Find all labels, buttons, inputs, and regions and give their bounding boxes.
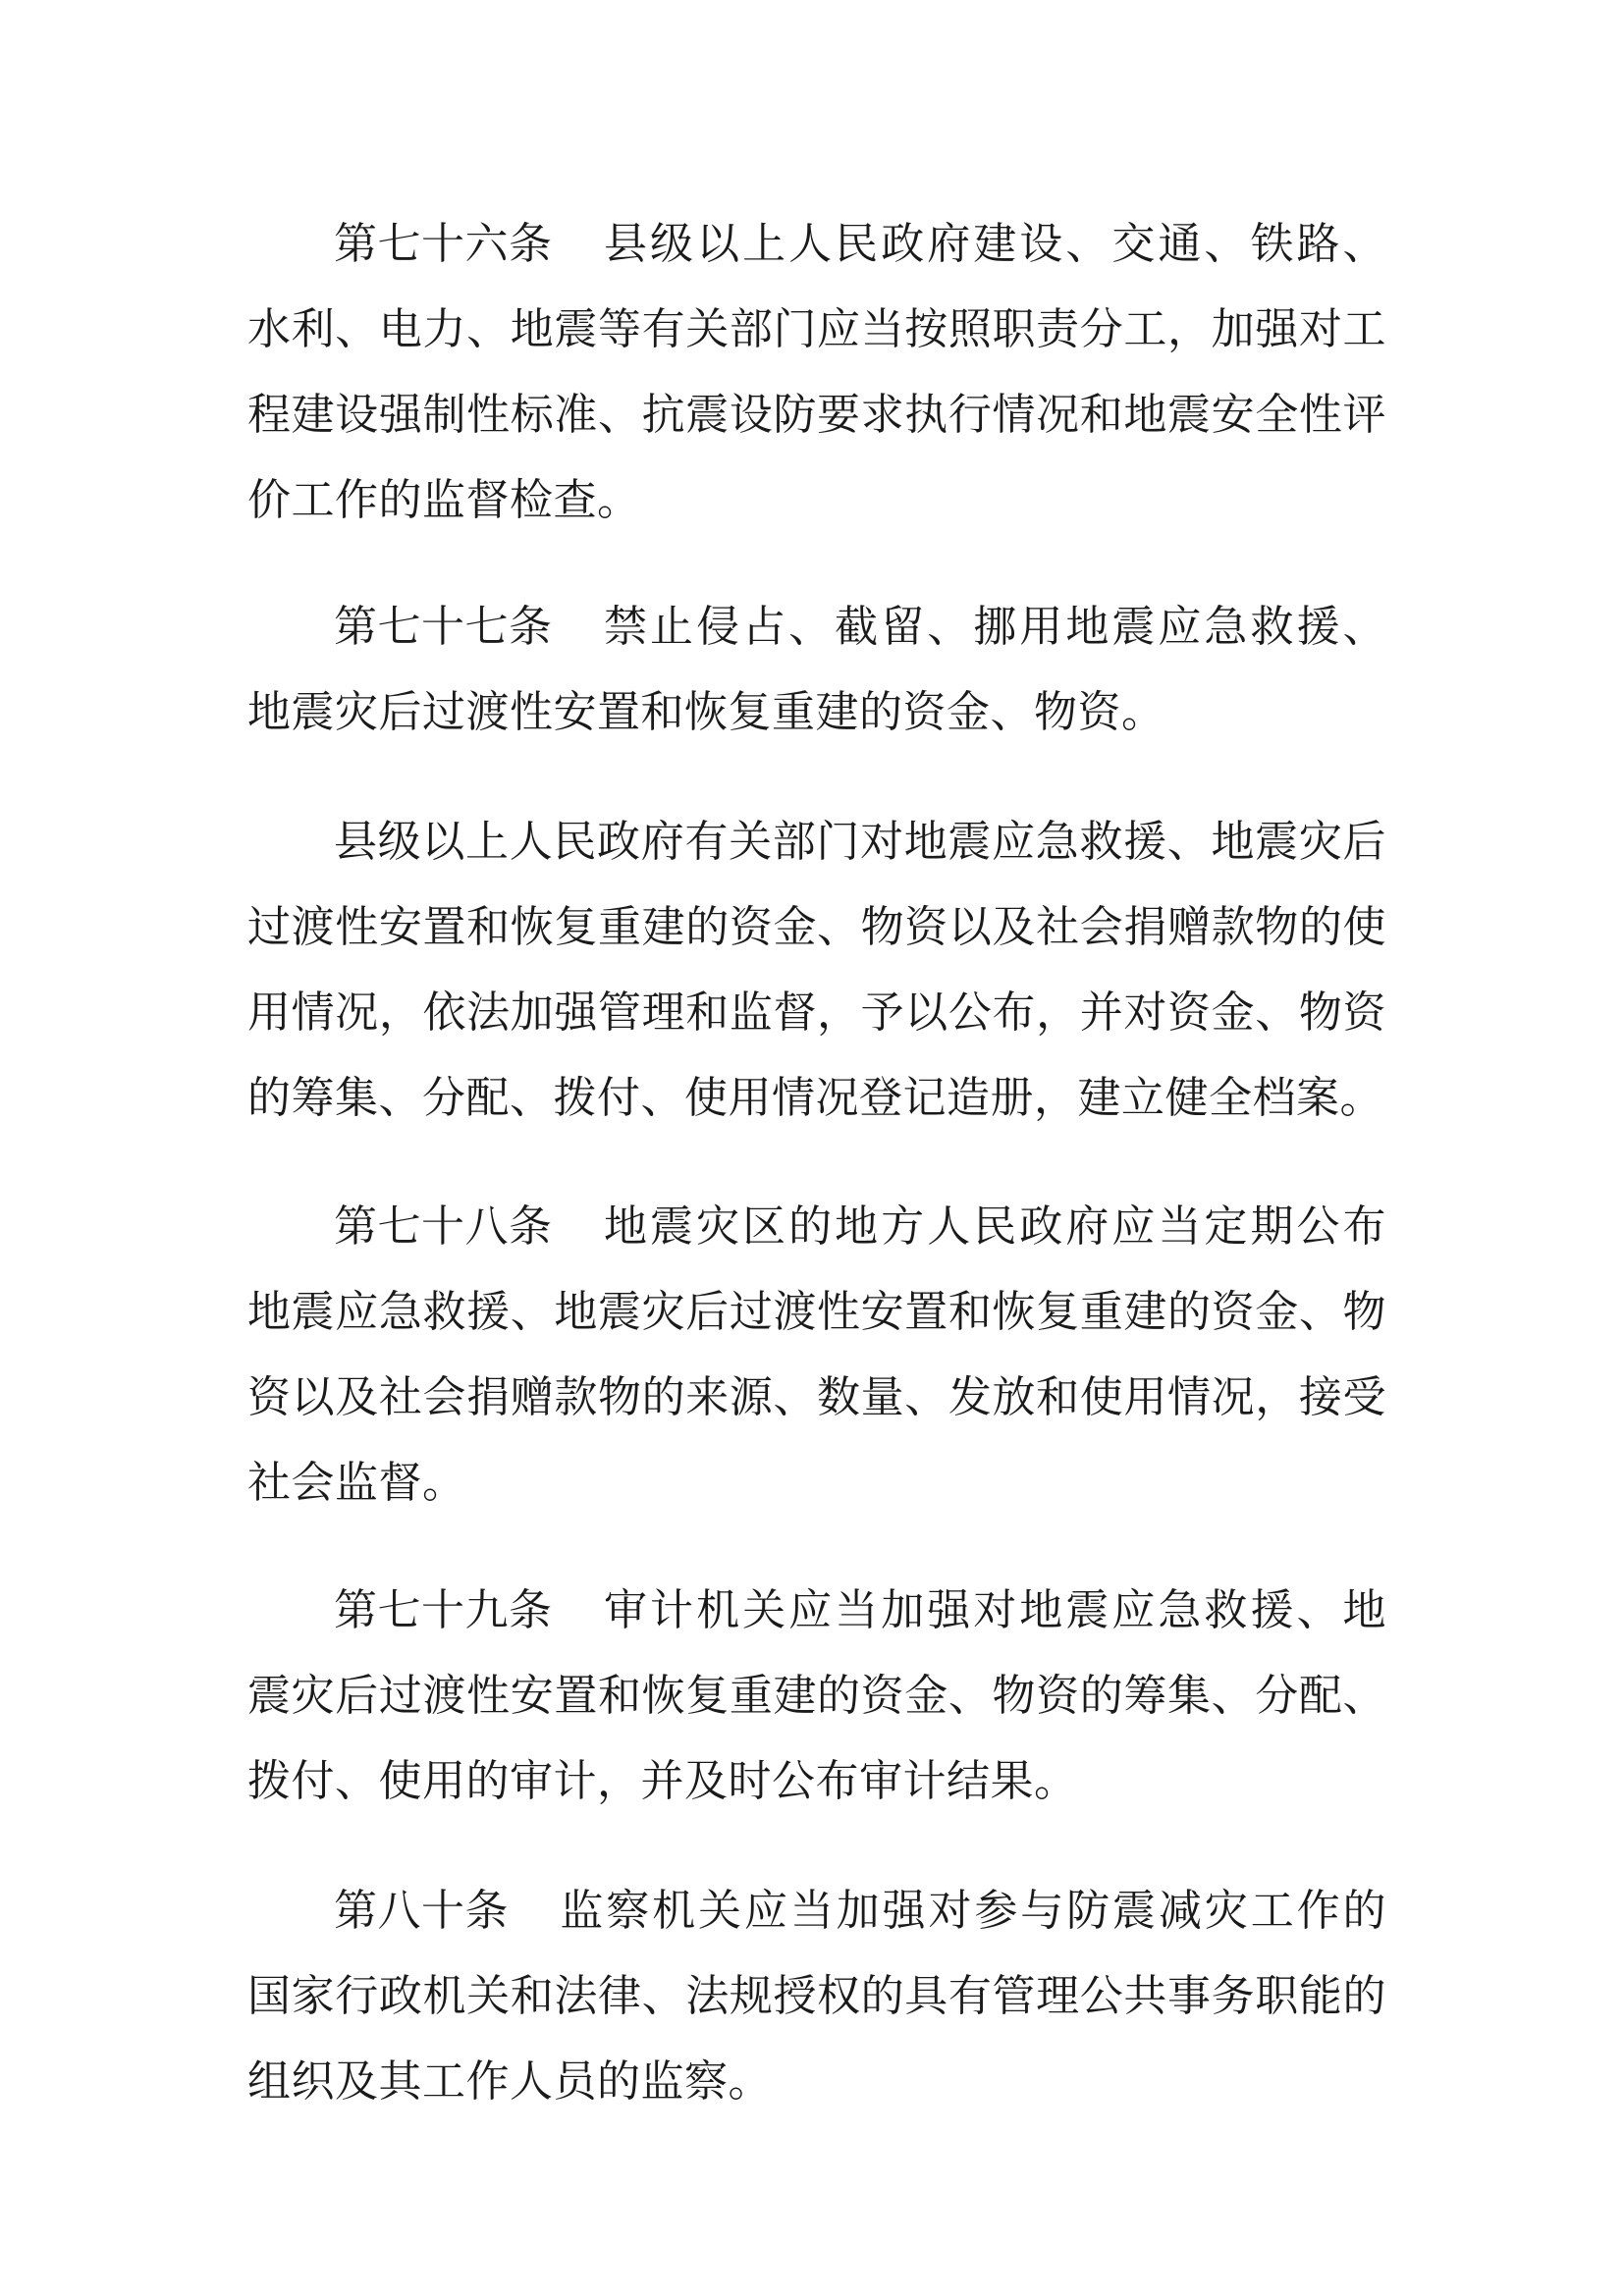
article-78-paragraph — [247, 1184, 1386, 1525]
article-77-second-paragraph — [247, 799, 1386, 1141]
article-77-text: 禁止侵占、截留、挪用地震应急救援、地震灾后过渡性安置和恢复重建的资金、物资。 — [247, 602, 1386, 737]
article-77-second-text: 县级以上人民政府有关部门对地震应急救援、地震灾后过渡性安置和恢复重建的资金、物资以及社会捐赠款物的使用情况，依法加强管理和监督，予以公布，并对资金、物资的筹集、分配、拨付、使用情况登记造册，建立健全档案。 — [247, 817, 1386, 1123]
article-78-number: 第七十八条 — [334, 1201, 553, 1252]
article-80-text: 监察机关应当加强对参与防震减灾工作的国家行政机关和法律、法规授权的具有管理公共事务职能的组织及其工作人员的监察。 — [247, 1886, 1386, 2107]
article-78-text: 地震灾区的地方人民政府应当定期公布地震应急救援、地震灾后过渡性安置和恢复重建的资金、物资以及社会捐赠款物的来源、数量、发放和使用情况，接受社会监督。 — [247, 1201, 1386, 1508]
article-76-paragraph — [247, 201, 1386, 543]
article-79-text: 审计机关应当加强对地震应急救援、地震灾后过渡性安置和恢复重建的资金、物资的筹集、分配、拨付、使用的审计，并及时公布审计结果。 — [247, 1585, 1386, 1806]
article-79-paragraph — [247, 1568, 1386, 1824]
article-77-number: 第七十七条 — [334, 602, 553, 652]
article-79-number: 第七十九条 — [334, 1585, 553, 1635]
article-76-text: 县级以上人民政府建设、交通、铁路、水利、电力、地震等有关部门应当按照职责分工，加强对工程建设强制性标准、抗震设防要求执行情况和地震安全性评价工作的监督检查。 — [247, 219, 1386, 525]
article-80-paragraph — [247, 1868, 1386, 2124]
article-76-number: 第七十六条 — [334, 219, 553, 269]
article-77-paragraph — [247, 584, 1386, 755]
article-80-number: 第八十条 — [334, 1886, 509, 1936]
